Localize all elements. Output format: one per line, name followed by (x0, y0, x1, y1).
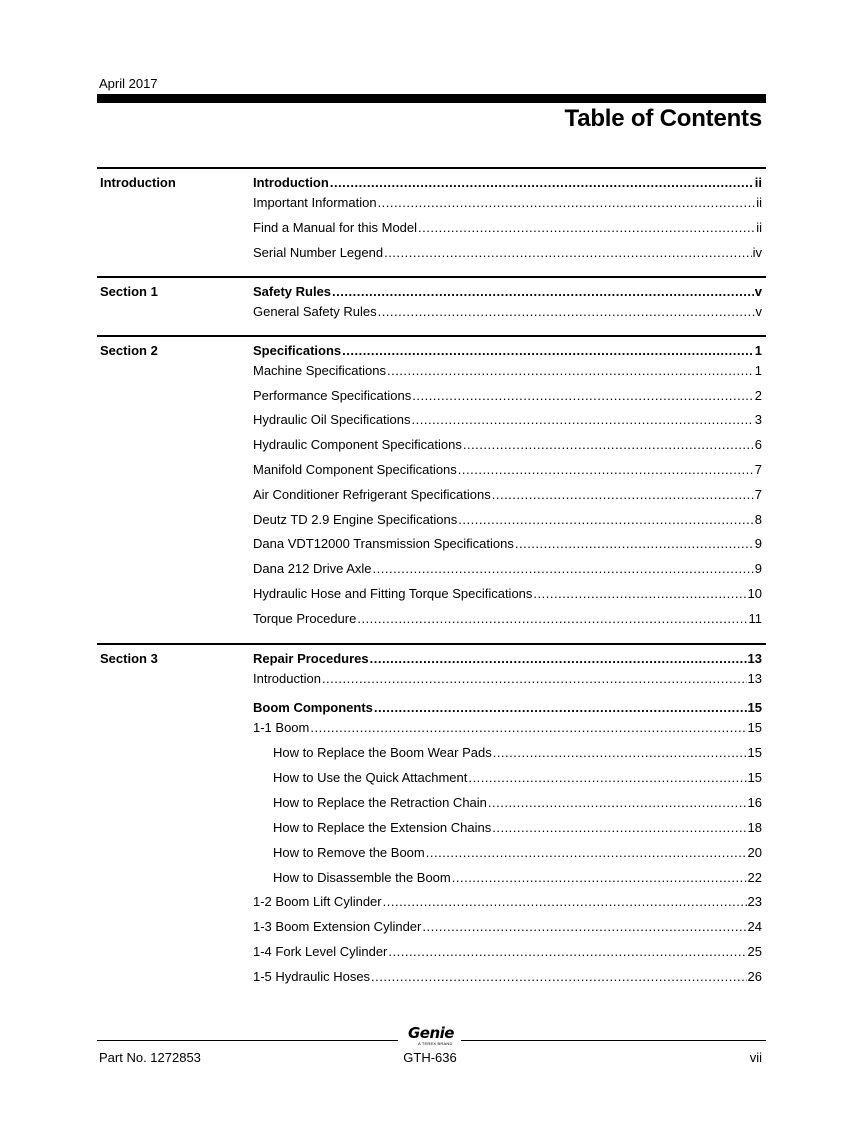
header-date: April 2017 (99, 76, 158, 91)
footer-rule-right (461, 1040, 766, 1041)
section-label: Introduction (100, 175, 176, 190)
toc-entry[interactable]: Important Information ..... ii (253, 194, 762, 212)
logo-wordmark: Genie (408, 1024, 454, 1042)
toc-entry[interactable]: Serial Number Legend ..... iv (253, 244, 762, 262)
toc-entry[interactable]: General Safety Rules ..... v (253, 303, 762, 321)
toc-entry[interactable]: How to Disassemble the Boom ..... 22 (253, 869, 762, 887)
footer-rule-left (97, 1040, 398, 1041)
genie-logo (404, 1025, 458, 1046)
logo-tagline: A TEREX BRAND (418, 1041, 453, 1046)
page-title: Table of Contents (564, 105, 762, 132)
section-label: Section 1 (100, 284, 158, 299)
header-rule (97, 94, 766, 103)
toc-entry[interactable]: How to Replace the Extension Chains ..... 18 (253, 819, 762, 837)
toc-entry[interactable]: Deutz TD 2.9 Engine Specifications ..... 8 (253, 511, 762, 529)
toc-section-introduction (97, 167, 766, 260)
footer-part-number: Part No. 1272853 (99, 1050, 201, 1065)
toc-entry[interactable]: Boom Components ..... 15 (253, 699, 762, 717)
section-label: Section 3 (100, 651, 158, 666)
toc-entry[interactable]: Repair Procedures ..... 13 (253, 650, 762, 668)
toc-entry[interactable]: 1-1 Boom ..... 15 (253, 719, 762, 737)
toc-entry[interactable]: How to Replace the Boom Wear Pads ..... 15 (253, 744, 762, 762)
footer-model: GTH-636 (403, 1050, 457, 1065)
toc-entry[interactable]: Introduction ..... ii (253, 174, 762, 192)
toc-entry[interactable]: Hydraulic Oil Specifications ..... 3 (253, 411, 762, 429)
toc-entry[interactable]: 1-4 Fork Level Cylinder ..... 25 (253, 943, 762, 961)
toc-entry[interactable]: Torque Procedure ..... 11 (253, 610, 762, 628)
toc-entry[interactable]: How to Use the Quick Attachment ..... 15 (253, 769, 762, 787)
toc-entry[interactable]: Dana VDT12000 Transmission Specifications ..... 9 (253, 535, 762, 553)
toc-entry[interactable]: How to Remove the Boom ..... 20 (253, 844, 762, 862)
toc-section-1 (97, 276, 766, 319)
toc-entry[interactable]: Manifold Component Specifications ..... 7 (253, 461, 762, 479)
toc-section-3 (97, 643, 766, 984)
toc-entry[interactable]: Specifications ..... 1 (253, 342, 762, 360)
toc-entry[interactable]: Performance Specifications ..... 2 (253, 387, 762, 405)
toc-entry[interactable]: Introduction ..... 13 (253, 670, 762, 688)
toc-entry[interactable]: How to Replace the Retraction Chain ..... 16 (253, 794, 762, 812)
toc-entry[interactable]: Hydraulic Hose and Fitting Torque Specifications ..... 10 (253, 585, 762, 603)
toc-entry[interactable]: Hydraulic Component Specifications ..... 6 (253, 436, 762, 454)
footer-page-number: vii (749, 1050, 762, 1065)
toc-section-2 (97, 335, 766, 626)
toc-entry[interactable]: Machine Specifications ..... 1 (253, 362, 762, 380)
toc-entry[interactable]: 1-5 Hydraulic Hoses ..... 26 (253, 968, 762, 986)
toc-entry[interactable]: Air Conditioner Refrigerant Specifications ..... 7 (253, 486, 762, 504)
toc-entry[interactable]: Find a Manual for this Model ..... ii (253, 219, 762, 237)
toc-entry[interactable]: Safety Rules ..... v (253, 283, 762, 301)
section-label: Section 2 (100, 343, 158, 358)
toc-entry[interactable]: 1-2 Boom Lift Cylinder ..... 23 (253, 893, 762, 911)
toc-entry[interactable]: Dana 212 Drive Axle ..... 9 (253, 560, 762, 578)
toc-entry[interactable]: 1-3 Boom Extension Cylinder ..... 24 (253, 918, 762, 936)
